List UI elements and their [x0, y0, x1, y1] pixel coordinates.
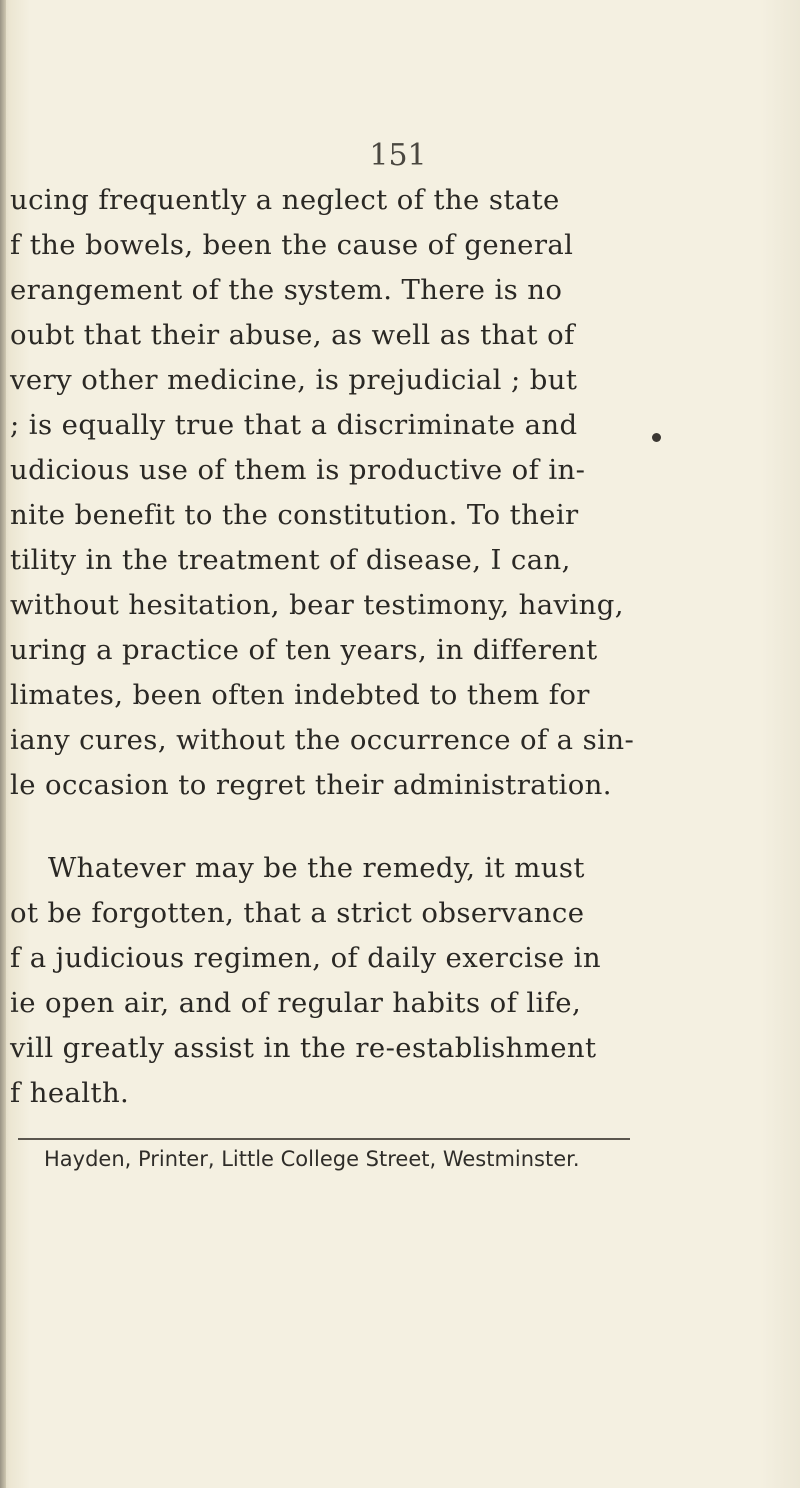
- footer-rule: [18, 1138, 630, 1140]
- ink-speck: [652, 433, 661, 442]
- text-line: without hesitation, bear testimony, having,: [10, 589, 624, 621]
- text-line: ie open air, and of regular habits of life,: [10, 987, 582, 1019]
- paragraph-2: [10, 846, 650, 1116]
- text-line: le occasion to regret their administration.: [10, 769, 612, 801]
- text-line: f the bowels, been the cause of general: [10, 229, 574, 261]
- text-line: f a judicious regimen, of daily exercise in: [10, 942, 601, 974]
- paragraph-gap: [10, 808, 650, 846]
- text-line: Whatever may be the remedy, it must: [48, 852, 585, 884]
- text-line: very other medicine, is prejudicial ; but: [10, 364, 578, 396]
- text-line: oubt that their abuse, as well as that of: [10, 319, 575, 351]
- body-text: [10, 178, 650, 1116]
- page-gutter: [0, 0, 6, 1488]
- text-line: tility in the treatment of disease, I can,: [10, 544, 571, 576]
- text-line: nite benefit to the constitution. To their: [10, 499, 579, 531]
- text-line: ucing frequently a neglect of the state: [10, 184, 560, 216]
- text-line: f health.: [10, 1077, 130, 1109]
- page-number: 151: [369, 138, 427, 173]
- text-line: ; is equally true that a discriminate and: [10, 409, 578, 441]
- text-line: limates, been often indebted to them for: [10, 679, 590, 711]
- text-line: udicious use of them is productive of in-: [10, 454, 586, 486]
- text-line: iany cures, without the occurrence of a sin-: [10, 724, 635, 756]
- text-line: uring a practice of ten years, in different: [10, 634, 598, 666]
- paragraph-1: [10, 178, 650, 808]
- text-line: erangement of the system. There is no: [10, 274, 563, 306]
- text-line: ot be forgotten, that a strict observance: [10, 897, 585, 929]
- printer-imprint: Hayden, Printer, Little College Street, Westminster.: [44, 1147, 580, 1171]
- text-line: vill greatly assist in the re-establishment: [10, 1032, 597, 1064]
